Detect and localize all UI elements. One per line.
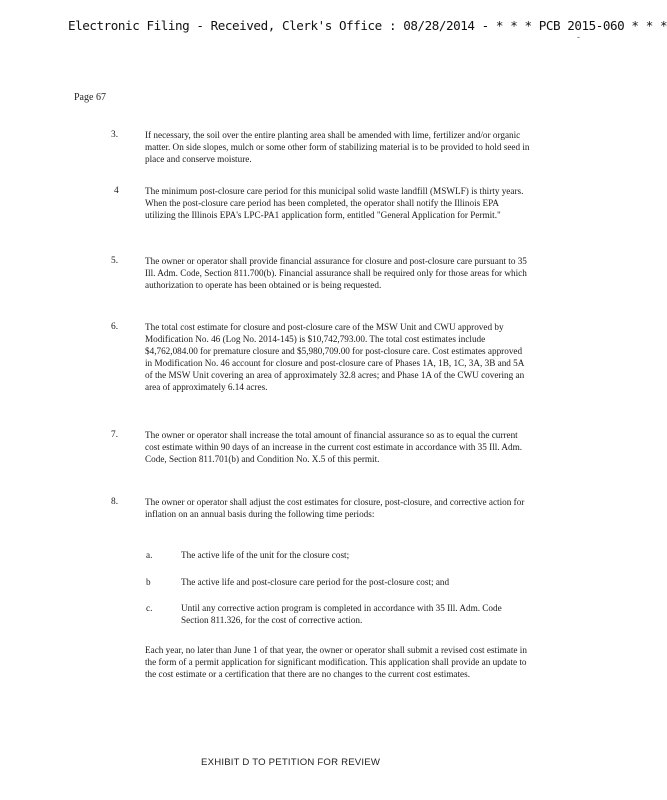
subitem-letter: c. <box>146 603 153 613</box>
closing-paragraph: Each year, no later than June 1 of that year, the owner or operator shall submit a revised cost estimate in the form of a permit application for significant modification. This application shall provide an update to the cost estimate or a certification that there are no changes to the current cost estimates. <box>145 645 527 679</box>
item-number: 7. <box>111 430 119 440</box>
item-number: 4 <box>114 186 119 196</box>
subitem-text: The active life of the unit for the closure cost; <box>181 550 350 560</box>
subitem-letter: a. <box>146 550 153 560</box>
scan-mark: - <box>577 32 580 42</box>
page-number: Page 67 <box>74 92 106 103</box>
condition-paragraph: The minimum post-closure care period for this municipal solid waste landfill (MSWLF) is thirty years. When the post-closure care period has been completed, the operator shall notify the Illinois EPA utilizing the Illinois EPA's LPC-PA1 application form, entitled "General Application for Permit." <box>145 186 524 220</box>
subitem-letter: b <box>146 577 151 587</box>
condition-paragraph: The total cost estimate for closure and post-closure care of the MSW Unit and CWU approved by Modification No. 46 (Log No. 2014-145) is $10,742,793.00. The total cost estimates include $4,762,084.00 for premature closure and $5,980,709.00 for post-closure care. Cost estimates approved in Modification No. 46 account for closure and post-closure care of Phases 1A, 1B, 1C, 3A, 3B and 5A of the MSW Unit covering an area of approximately 32.8 acres; and Phase 1A of the CWU covering an area of approximately 6.14 acres. <box>145 322 525 392</box>
item-number: 6. <box>111 322 119 332</box>
condition-paragraph: The owner or operator shall increase the total amount of financial assurance so as to equal the current cost estimate within 90 days of an increase in the current cost estimate in accordance with 35 Ill. Adm. Code, Section 811.701(b) and Condition No. X.5 of this permit. <box>145 430 523 464</box>
subitem-text: The active life and post-closure care period for the post-closure cost; and <box>181 577 450 587</box>
item-number: 3. <box>111 130 119 140</box>
condition-paragraph: If necessary, the soil over the entire planting area shall be amended with lime, fertilizer and/or organic matter. On side slopes, mulch or some other form of stabilizing material is to be provided to hold seed in place and conserve moisture. <box>145 130 530 164</box>
electronic-filing-stamp: Electronic Filing - Received, Clerk's Office : 08/28/2014 - * * * PCB 2015-060 * * * <box>68 18 667 33</box>
condition-paragraph: The owner or operator shall provide financial assurance for closure and post-closure care pursuant to 35 Ill. Adm. Code, Section 811.700(b). Financial assurance shall be required only for those areas for which authorization to operate has been obtained or is being requested. <box>145 256 527 290</box>
condition-paragraph: The owner or operator shall adjust the cost estimates for closure, post-closure, and corrective action for inflation on an annual basis during the following time periods: <box>145 497 525 519</box>
item-number: 8. <box>111 497 119 507</box>
item-number: 5. <box>111 256 119 266</box>
subitem-text: Until any corrective action program is completed in accordance with 35 Ill. Adm. Code Section 811.326, for the cost of corrective action. <box>181 603 502 625</box>
exhibit-footer: EXHIBIT D TO PETITION FOR REVIEW <box>201 757 381 768</box>
